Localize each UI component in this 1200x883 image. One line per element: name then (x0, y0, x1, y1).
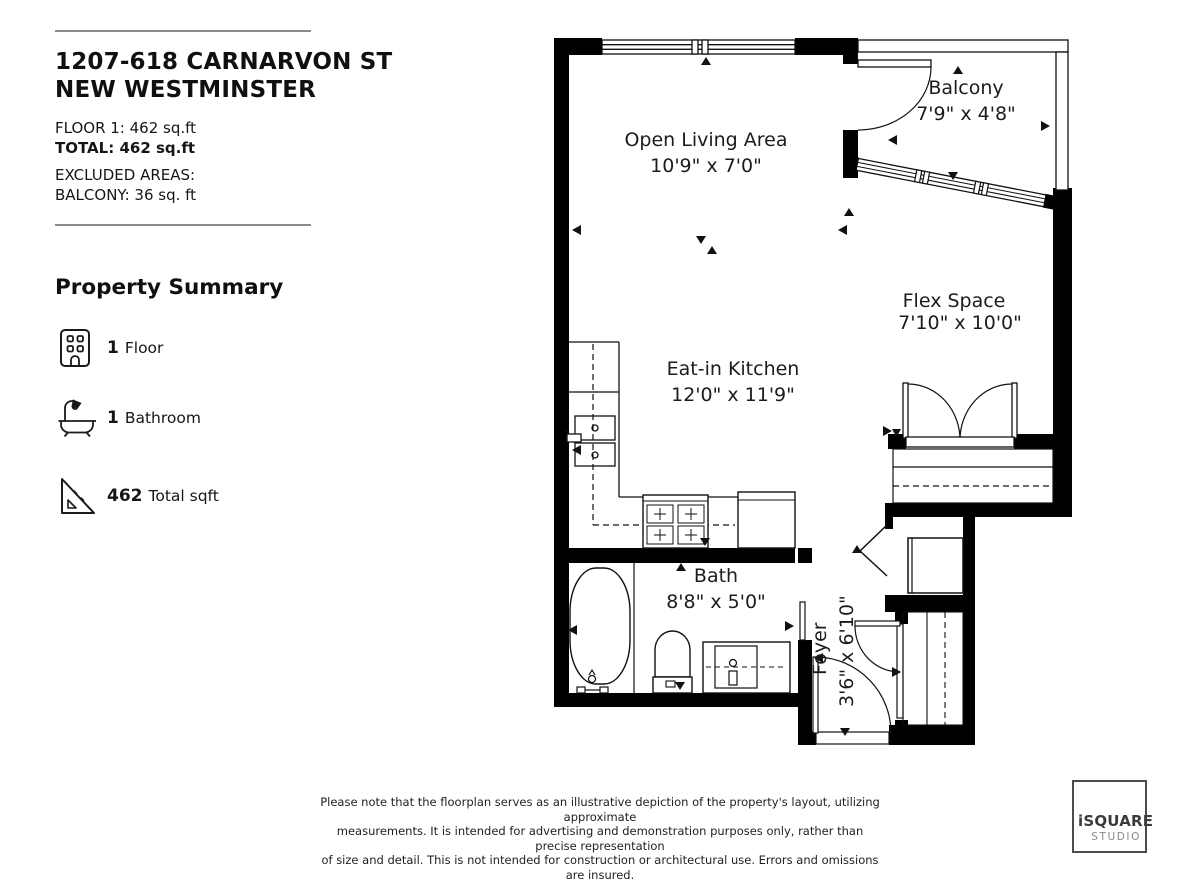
summary-bathrooms-text (107, 408, 201, 428)
wall (963, 517, 975, 745)
room-dims-eat-in-kitchen: 12'0" x 11'9" (671, 384, 795, 406)
door-leaf (800, 602, 805, 640)
door-sill (906, 437, 1014, 447)
wall (885, 595, 963, 612)
bathtub (570, 568, 630, 684)
summary-floors-value: 1 (107, 338, 119, 358)
room-label-bath: Bath (693, 565, 739, 587)
dimension-arrow (572, 445, 581, 455)
door-leaf (1012, 383, 1017, 438)
total-area-line: TOTAL: 462 sq.ft (55, 139, 196, 157)
bathtub-icon (55, 397, 95, 439)
wall (843, 38, 858, 64)
summary-bathrooms-label: Bathroom (124, 409, 201, 427)
property-info-panel (55, 30, 393, 517)
room-label-eat-in-kitchen: Eat-in Kitchen (666, 358, 800, 380)
dimension-arrow (838, 225, 847, 235)
room-label-balcony: Balcony (928, 77, 1004, 99)
divider-top (55, 30, 311, 32)
isquare-studio-logo (1072, 780, 1154, 853)
dimension-arrow (785, 621, 794, 631)
vanity-sink (703, 642, 790, 693)
summary-sqft-value: 462 (107, 486, 143, 506)
window-mullion (702, 40, 708, 54)
wall (554, 38, 569, 707)
dimension-arrow (707, 246, 717, 254)
toilet (653, 631, 692, 693)
wall (1014, 434, 1053, 449)
door-leaf (903, 383, 908, 438)
wall (555, 548, 795, 563)
room-dims-flex-space: 7'10" x 10'0" (898, 312, 1022, 334)
foyer-closet (855, 612, 963, 725)
dimension-arrow (696, 236, 706, 244)
property-title (55, 48, 393, 104)
balcony-rail (1056, 52, 1068, 190)
disclaimer-line: of size and detail. This is not intended for construction or architectural use. Errors and omissions are insured. (321, 853, 879, 882)
divider-bottom (55, 224, 311, 226)
slanted-window (848, 156, 1057, 210)
bathroom-fixtures (570, 563, 790, 693)
door-leaf (855, 621, 900, 626)
property-title-line1: 1207-618 CARNARVON ST (55, 49, 393, 75)
closet-box (893, 449, 1053, 503)
property-title-line2: NEW WESTMINSTER (55, 77, 317, 103)
dimension-arrow (844, 208, 854, 216)
dimension-arrow (953, 66, 963, 74)
wall (554, 38, 602, 55)
fridge (738, 492, 795, 548)
door-arc (960, 384, 1012, 440)
stove (643, 495, 708, 548)
dimension-arrow (676, 563, 686, 571)
summary-item-sqft (55, 475, 311, 517)
wall (1053, 188, 1072, 517)
summary-title: Property Summary (55, 275, 284, 300)
wall (895, 720, 908, 732)
summary-item-floors (55, 327, 311, 369)
wall (885, 503, 1072, 517)
door-arc (908, 384, 960, 440)
dimension-arrow (572, 225, 581, 235)
building-icon (55, 327, 95, 369)
summary-sqft-label: Total sqft (148, 487, 219, 505)
door-arc (855, 626, 900, 672)
wall (885, 517, 893, 529)
room-label-open-living-area: Open Living Area (624, 129, 788, 151)
wall (554, 693, 812, 707)
balcony-rail (858, 40, 1068, 52)
logo-name: iSQUARE (1078, 812, 1154, 830)
disclaimer-line: Please note that the floorplan serves as an illustrative depiction of the property's layout, utilizing approximate (320, 795, 880, 824)
sink-faucet (567, 434, 581, 442)
bath-door (800, 602, 805, 640)
excluded-areas-label: EXCLUDED AREAS: (55, 166, 196, 184)
summary-sqft-text (107, 486, 219, 506)
logo-tagline: STUDIO (1091, 831, 1141, 843)
disclaimer (320, 795, 880, 883)
summary-floors-text (107, 338, 163, 358)
summary-item-bathrooms (55, 397, 311, 439)
angled-wall (860, 525, 887, 576)
window-mullion (692, 40, 698, 54)
alcove-cabinet (908, 538, 963, 593)
summary-floors-label: Floor (124, 339, 164, 357)
tub-faucet (577, 670, 608, 693)
excluded-areas-value: BALCONY: 36 sq. ft (55, 186, 197, 204)
dimension-arrow (852, 545, 862, 553)
dimension-arrow (701, 57, 711, 65)
closet-box (903, 612, 963, 725)
area-facts (55, 118, 311, 205)
set-square-icon (55, 475, 95, 517)
floor-area-line: FLOOR 1: 462 sq.ft (55, 119, 197, 137)
floorplan-drawing (550, 30, 1090, 760)
door-leaf (858, 60, 931, 67)
room-dims-open-living-area: 10'9" x 7'0" (650, 155, 762, 177)
dimension-arrow (1041, 121, 1050, 131)
summary-bathrooms-value: 1 (107, 408, 119, 428)
room-dims-bath: 8'8" x 5'0" (666, 591, 766, 613)
dimension-arrow (888, 135, 897, 145)
floorplan-svg (550, 30, 1090, 760)
disclaimer-line: measurements. It is intended for advertising and demonstration purposes only, rather than precise representation (336, 824, 864, 853)
door-threshold (816, 732, 889, 744)
wall (798, 548, 812, 563)
room-label-flex-space: Flex Space (902, 290, 1006, 312)
room-dims-balcony: 7'9" x 4'8" (916, 103, 1016, 125)
room-label-foyer: Foyer (809, 622, 831, 675)
room-dims-foyer: 3'6" x 6'10" (836, 595, 858, 707)
